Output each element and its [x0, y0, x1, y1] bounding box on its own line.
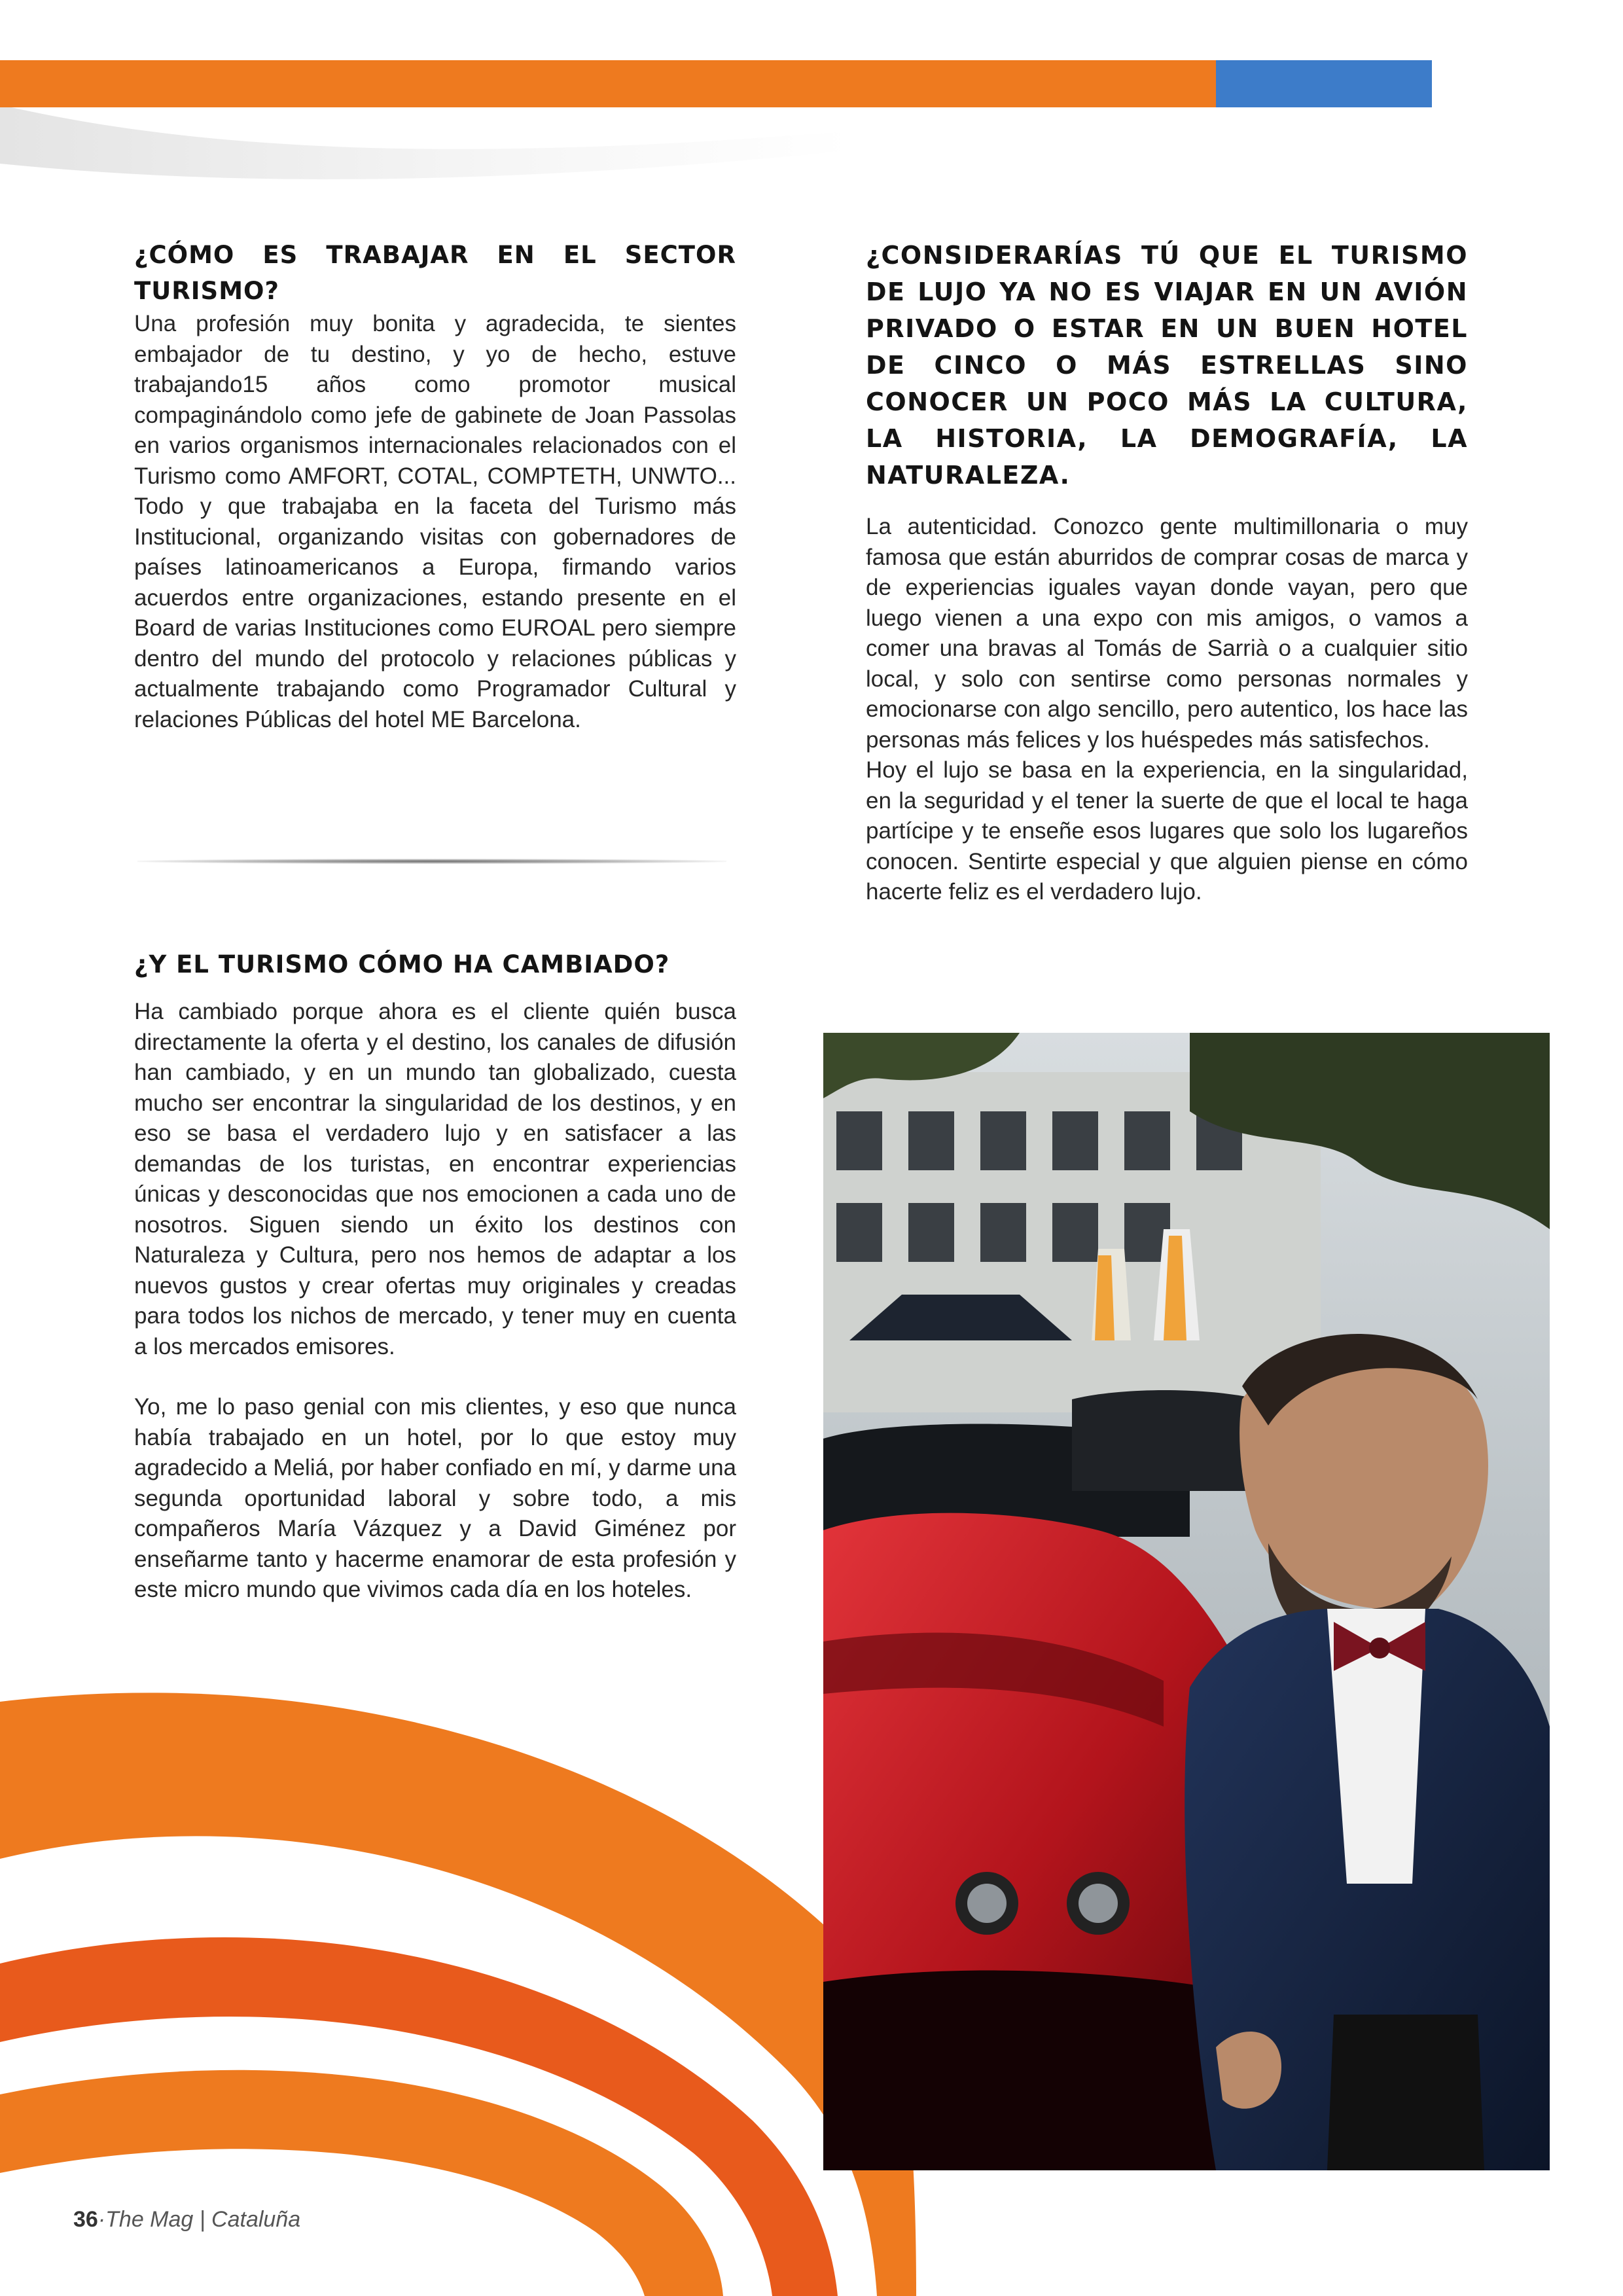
section-body-paragraph-1: La autenticidad. Conozco gente multimillonaria o muy famosa que están aburridos de comprar cosas de marca y de experiencias iguales vayan donde vayan, pero que luego vienen a una expo con mis amigos, o vamos a comer una bravas al Tomás de Sarrià o a cualquier sitio local, y solo con sentirse como personas normales y emocionarse con algo sencillo, pero autentico, los hace las personas más felices y los huéspedes más satisfechos.	[866, 514, 1468, 753]
section-heading: ¿Y EL TURISMO CÓMO HA CAMBIADO?	[134, 950, 670, 978]
header-orange-bar	[0, 60, 1216, 107]
page-number: 36	[73, 2207, 98, 2232]
section-heading: ¿CONSIDERARÍAS TÚ QUE EL TURISMO DE LUJO YA NO ES VIAJAR EN UN AVIÓN PRIVADO O ESTAR EN UN BUEN HOTEL DE CINCO O MÁS ESTRELLAS SINO CONOCER UN POCO MÁS LA CULTURA, LA HISTORIA, LA DEMOGRAFÍA, LA NATURALEZA.	[866, 241, 1468, 490]
section-body: Una profesión muy bonita y agradecida, te sientes embajador de tu destino, y yo de hecho, estuve trabajando15 años como promotor musical compaginándolo como jefe de gabinete de Joan Passolas en varios organismos internacionales relacionados con el Turismo como AMFORT, COTAL, COMPTETH, UNWTO... Todo y que trabajaba en la faceta del Turismo más Institucional, organizando visitas con gobernadores de países latinoamericanos a Europa, firmando varios acuerdos entre organizaciones, estando presente en el Board de varias Instituciones como EUROAL pero siempre dentro del mundo del protocolo y relaciones públicas y actualmente trabajando como Programador Cultural y relaciones Públicas del hotel ME Barcelona.	[134, 311, 736, 732]
section-body-paragraph-2: Yo, me lo paso genial con mis clientes, y eso que nunca había trabajado en un hotel, por lo que estoy muy agradecido a Meliá, por haber confiado en mí, y darme una segunda oportunidad laboral y sobre todo, a mis compañeros María Vázquez y a David Giménez por enseñarme tanto y hacerme enamorar de esta profesión y este micro mundo que vivimos cada día en los hoteles.	[134, 1394, 736, 1602]
section-work-in-tourism	[134, 237, 736, 735]
section-body-paragraph-1: Ha cambiado porque ahora es el cliente quién busca directamente la oferta y el destino, los canales de difusión han cambiado, y en un mundo tan globalizado, cuesta mucho ser encontrar la singularidad de los destinos, y en eso se basa el verdadero lujo y en satisfacer a las demandas de los turistas, en encontrar experiencias únicas y desconocidas que nos emocionen a cada uno de nosotros. Siguen siendo un éxito los destinos con Naturaleza y Cultura, pero nos hemos de adaptar a los nuevos gustos y crear ofertas muy originales y creadas para todos los nichos de mercado, y tener muy en cuenta a los mercados emisores.	[134, 999, 736, 1359]
section-heading: ¿CÓMO ES TRABAJAR EN EL SECTOR TURISMO?	[134, 241, 736, 305]
photo-illustration	[823, 1033, 1550, 2170]
section-luxury-tourism	[866, 237, 1468, 908]
section-body-paragraph-2: Hoy el lujo se basa en la experiencia, en la singularidad, en la seguridad y el tener la suerte de que el local te haga partícipe y te enseñe esos lugares que solo los lugareños conocen. Sentirte especial y que alguien piense en cómo hacerte feliz es el verdadero lujo.	[866, 757, 1468, 905]
header-blue-bar	[1216, 60, 1432, 107]
page-footer	[73, 2207, 300, 2233]
publication-name: ·The Mag | Cataluña	[98, 2207, 301, 2232]
bottom-swoosh-decoration	[0, 1676, 916, 2296]
section-divider	[137, 859, 726, 864]
interview-photo	[823, 1033, 1550, 2170]
top-swoosh-decoration	[0, 0, 1623, 216]
section-tourism-changed	[134, 946, 736, 1605]
